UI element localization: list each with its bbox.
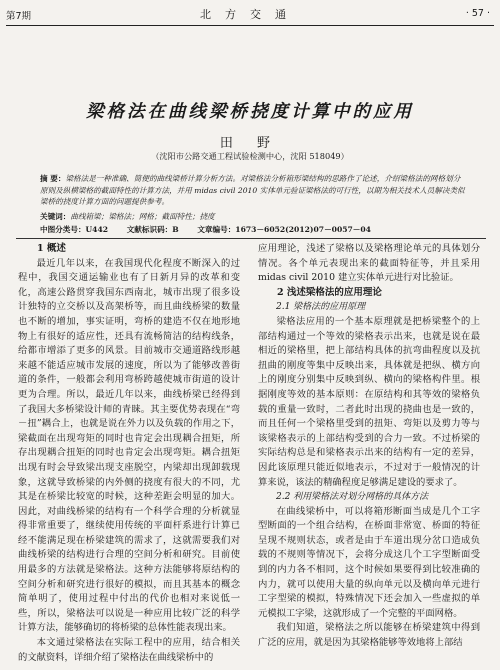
journal-name: 北方交通 [200,8,300,21]
running-header [0,0,500,28]
subsection-heading: 2.1 梁格法的应用原理 [276,302,366,313]
document-code: 文献标识码：B [126,225,179,234]
article-title: 梁格法在曲线梁桥挠度计算中的应用 [86,102,414,122]
body-paragraph: 在曲线梁桥中，可以将箱形断面当成是几个工字型断面的一个组合结构，在桥面非常宽、桥面的特征呈现不规则状态，或者是由于车道出现分岔口造成负载的不规则等情况下，会将分成这几个工字型断面受到的内力各不相同，这个时候如果要得到比较准确的内力，就可以使用大量的纵向单元以及横向单元进行工字型梁的模拟，特殊情况下还会加入一些虚拟的单元模拟工字梁，这就形成了一个完整的平面网格。 [258,505,480,619]
left-column [18,242,240,665]
header-rule [6,25,494,26]
clc-number: 中图分类号：U442 [40,225,109,234]
body-paragraph: 应用理论，浅述了梁格以及梁格理论单元的具体划分情况。各个单元表现出来的截面特征等，并且采用 midas civil 2010 建立实体单元进行对比验证。 [258,243,480,284]
body-paragraph: 本文通过梁格法在实际工程中的应用，结合相关的文献资料，详细介绍了梁格法在曲线梁桥中的 [18,637,240,663]
author-name: 田 野 [219,136,281,151]
article-number: 文章编号：1673－6052(2012)07－0057－04 [197,225,371,234]
body-paragraph: 梁格法应用的一个基本原理就是把桥梁整个的上部结构通过一个等效的梁格表示出来，也就是说在最相近的梁格里，把上部结构具体的抗弯曲程度以及抗扭曲的刚度等集中反映出来，具体就是把纵、横方向上的刚度分别集中反映到纵、横向的梁格构件里。根据刚度等效的基本原则：在原结构和其等效的梁格负载的重量一致时，二者此时出现的挠曲也是一致的，而且任何一个梁格里受到的扭矩、弯矩以及剪力等与该梁格表示的上部结构受到的合力一致。不过桥梁的实际结构总是和梁格表示出来的结构有一定的差异，因此该原理只能近似地表示，不过对于一般情况的计算来说，该法的精确程度足够满足建设的要求了。 [258,315,480,488]
right-column [258,242,480,651]
abstract-label: 摘 要： [40,174,66,183]
keywords [40,211,465,222]
page-number: · 57 · [465,8,490,19]
section-heading: 1 概述 [37,243,66,254]
keywords-label: 关键词： [40,212,71,221]
abstract-divider [16,238,486,239]
section-heading: 2 浅述梁格法的应用理论 [277,286,382,298]
abstract-text: 梁格法是一种准确、简便的曲线梁桥计算分析方法。对梁格法分析箱形梁结构的思路作了论述，介绍梁格法的网格划分原则及纵横梁格的截面特性的计算方法，并用 midas civil 2010 实体单元验证梁格法的可行性，以期为相关技术人员解决类似梁桥的挠度计算方面的问题提供参考。 [40,174,465,207]
keywords-text: 曲线箱梁；梁格法；网格；截面特性；挠度 [70,212,215,221]
issue-number: 第7期 [6,11,32,22]
abstract [40,173,465,208]
author-affiliation: （沈阳市公路交通工程试验检测中心，沈阳 518049） [151,151,349,161]
body-paragraph: 最近几年以来，在我国现代化程度不断深入的过程中，我国交通运输业也有了日新月异的改革和变化，高速公路贯穿我国东西南北，城市出现了很多设计独特的立交桥以及高架桥等，而且曲线桥梁的数量也不断的增加，事实证明，弯桥的建造不仅在地形地物上有很好的适应性，还具有流畅简洁的结构线条，给都市增添了更多的风景。目前城市交通道路线形越来越不能适应城市发展的速度，所以为了能够改善街道的条件，一般都会利用弯桥跨越使城市街道的设计更为合理。所以，最近几年以来，曲线桥梁已经得到了我国大多桥梁设计师的青睐。其主要优势表现在“弯－扭”耦合上，也就是说在外力以及负载的作用之下，梁截面在出现弯矩的同时也肯定会出现耦合扭矩，所存出现耦合扭矩的同时也肯定会出现弯矩。耦合扭矩出现有时会导致梁出现支座脱空，内梁却出现卸载现象，这就导致桥梁的内外侧的挠度有很大的不同，尤其是在桥梁比较宽的时候，这种差距会明显的加大。因此，对曲线桥梁的结构有一个科学合理的分析就显得非常重要了，继续使用传统的平面杆系进行计算已经不能满足现在桥梁建筑的需求了，这就需要我们对曲线桥梁的结构进行合理的空间分析和研究。目前使用最多的方法就是梁格法。这种方法能够将原结构的空间分析和研究进行很好的模拟，而且其基本的概念简单明了，使用过程中付出的代价也相对来说低一些，所以，梁格法可以说是一种应用比较广泛的科学计算方法，能够确切的将桥梁的总体性能表现出来。 [18,257,240,634]
classification-line [40,224,480,235]
body-paragraph: 我们知道，梁格法之所以能够在桥梁建筑中得到广泛的应用，就是因为其梁格能够等效地将上部结 [258,622,480,649]
subsection-heading: 2.2 利用梁格法对划分网格的具体方法 [276,492,429,503]
